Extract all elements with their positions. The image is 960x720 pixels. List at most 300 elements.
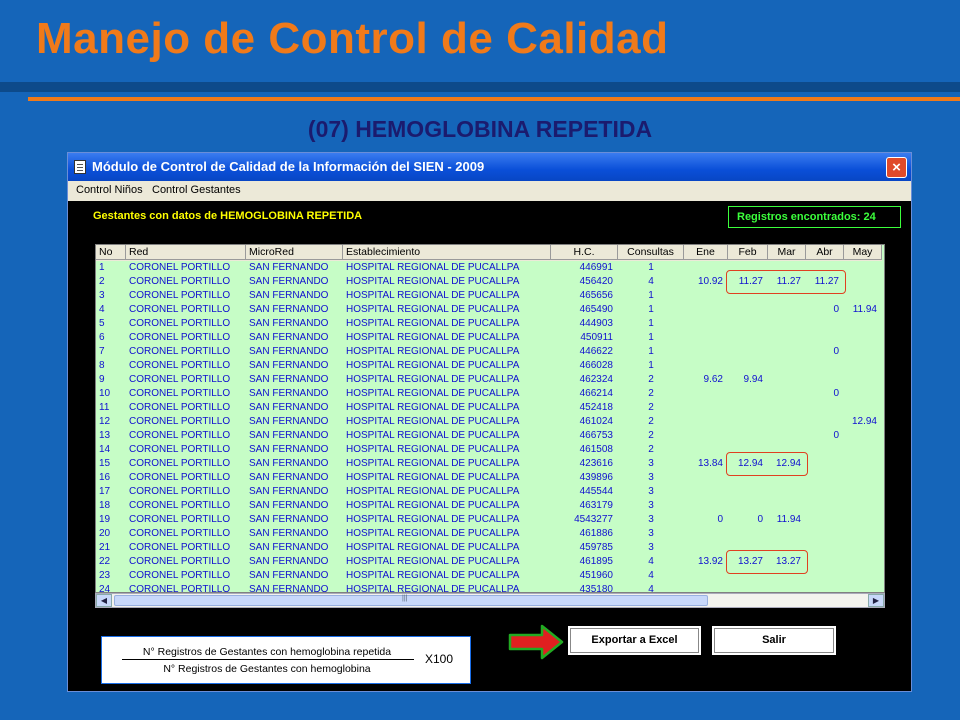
table-cell <box>844 401 882 415</box>
table-cell: 2 <box>648 444 654 455</box>
table-cell <box>806 485 844 499</box>
table-cell: HOSPITAL REGIONAL DE PUCALLPA <box>346 570 520 581</box>
table-cell: CORONEL PORTILLO <box>129 416 231 427</box>
table-cell: 7 <box>99 346 105 357</box>
table-cell: SAN FERNANDO <box>249 486 329 497</box>
table-cell: 1 <box>648 304 654 315</box>
table-row[interactable] <box>96 499 885 513</box>
table-cell: SAN FERNANDO <box>249 542 329 553</box>
table-cell: HOSPITAL REGIONAL DE PUCALLPA <box>346 458 520 469</box>
table-cell <box>768 401 806 415</box>
table-cell <box>728 345 768 359</box>
table-cell: 462324 <box>579 374 613 385</box>
table-cell: 12 <box>99 416 111 427</box>
table-cell <box>684 359 728 373</box>
table-cell: 4 <box>648 584 654 593</box>
table-cell: HOSPITAL REGIONAL DE PUCALLPA <box>346 528 520 539</box>
table-cell: 4543277 <box>574 514 613 525</box>
column-header-0[interactable]: No <box>96 245 126 260</box>
table-cell: HOSPITAL REGIONAL DE PUCALLPA <box>346 486 520 497</box>
table-cell: 459785 <box>579 542 613 553</box>
table-cell: CORONEL PORTILLO <box>129 528 231 539</box>
table-cell: 4 <box>648 276 654 287</box>
repeated-value-highlight <box>726 270 846 294</box>
table-cell <box>728 429 768 443</box>
table-cell: SAN FERNANDO <box>249 402 329 413</box>
table-cell <box>806 499 844 513</box>
table-row[interactable] <box>96 527 885 541</box>
table-cell <box>684 331 728 345</box>
table-cell <box>844 261 882 275</box>
table-cell: CORONEL PORTILLO <box>129 346 231 357</box>
table-cell: 451960 <box>579 570 613 581</box>
table-cell: CORONEL PORTILLO <box>129 486 231 497</box>
table-cell: HOSPITAL REGIONAL DE PUCALLPA <box>346 290 520 301</box>
column-header-3[interactable]: Establecimiento <box>343 245 551 260</box>
table-cell <box>684 415 728 429</box>
table-cell <box>728 583 768 593</box>
table-row[interactable] <box>96 317 885 331</box>
export-excel-button[interactable]: Exportar a Excel <box>566 624 703 657</box>
table-cell <box>728 317 768 331</box>
table-cell: SAN FERNANDO <box>249 388 329 399</box>
table-cell <box>684 303 728 317</box>
grid-caption: Gestantes con datos de HEMOGLOBINA REPETIDA <box>93 210 363 222</box>
table-cell: 19 <box>99 514 111 525</box>
table-cell <box>684 471 728 485</box>
table-cell <box>844 527 882 541</box>
table-cell <box>806 471 844 485</box>
table-cell <box>684 569 728 583</box>
column-header-10[interactable]: May <box>844 245 882 260</box>
table-cell: HOSPITAL REGIONAL DE PUCALLPA <box>346 374 520 385</box>
table-cell: 11.27 <box>776 276 801 287</box>
table-cell: 2 <box>648 430 654 441</box>
table-cell: 0 <box>833 346 839 357</box>
table-cell: SAN FERNANDO <box>249 346 329 357</box>
table-cell: HOSPITAL REGIONAL DE PUCALLPA <box>346 262 520 273</box>
table-cell: 0 <box>833 430 839 441</box>
table-cell: SAN FERNANDO <box>249 514 329 525</box>
table-cell: SAN FERNANDO <box>249 276 329 287</box>
table-cell: 18 <box>99 500 111 511</box>
table-cell <box>684 527 728 541</box>
table-cell: 466753 <box>579 430 613 441</box>
table-cell: 12.94 <box>851 416 877 427</box>
table-cell: 452418 <box>579 402 613 413</box>
table-cell: 423616 <box>579 458 613 469</box>
table-cell: CORONEL PORTILLO <box>129 276 231 287</box>
table-cell: HOSPITAL REGIONAL DE PUCALLPA <box>346 318 520 329</box>
table-cell: SAN FERNANDO <box>249 472 329 483</box>
table-cell <box>844 499 882 513</box>
table-cell <box>844 429 882 443</box>
table-cell: HOSPITAL REGIONAL DE PUCALLPA <box>346 304 520 315</box>
table-cell: 2 <box>648 402 654 413</box>
formula-box <box>101 636 471 684</box>
table-cell: 8 <box>99 360 105 371</box>
table-row[interactable] <box>96 513 885 527</box>
table-cell <box>728 387 768 401</box>
table-cell: 20 <box>99 528 111 539</box>
table-row[interactable] <box>96 415 885 429</box>
table-cell <box>806 415 844 429</box>
table-cell: CORONEL PORTILLO <box>129 514 231 525</box>
column-header-2[interactable]: MicroRed <box>246 245 343 260</box>
table-cell <box>768 317 806 331</box>
table-cell: 9.94 <box>743 374 763 385</box>
table-cell <box>768 345 806 359</box>
table-cell: 6 <box>99 332 105 343</box>
table-cell <box>728 499 768 513</box>
table-cell: 9.62 <box>703 374 723 385</box>
table-cell <box>844 373 882 387</box>
table-row[interactable] <box>96 345 885 359</box>
table-cell <box>728 359 768 373</box>
table-cell: 444903 <box>579 318 613 329</box>
table-cell: 11 <box>99 402 110 413</box>
table-cell <box>806 583 844 593</box>
table-cell: 2 <box>99 276 105 287</box>
table-cell: 461024 <box>579 416 613 427</box>
table-cell: CORONEL PORTILLO <box>129 430 231 441</box>
table-cell: 22 <box>99 556 111 567</box>
table-cell: 12.94 <box>737 458 763 469</box>
table-cell <box>768 527 806 541</box>
column-header-9[interactable]: Abr <box>806 245 844 260</box>
table-cell: 2 <box>648 374 654 385</box>
column-header-1[interactable]: Red <box>126 245 246 260</box>
table-cell: HOSPITAL REGIONAL DE PUCALLPA <box>346 402 520 413</box>
table-cell: HOSPITAL REGIONAL DE PUCALLPA <box>346 500 520 511</box>
table-cell <box>844 289 882 303</box>
table-cell: 446622 <box>579 346 613 357</box>
table-cell: 0 <box>757 514 763 525</box>
table-cell <box>728 485 768 499</box>
table-row[interactable] <box>96 583 885 593</box>
table-cell: 463179 <box>579 500 613 511</box>
window-app-icon[interactable] <box>74 160 86 174</box>
table-cell: HOSPITAL REGIONAL DE PUCALLPA <box>346 416 520 427</box>
table-cell: 461508 <box>579 444 613 455</box>
table-cell <box>768 429 806 443</box>
table-cell <box>844 317 882 331</box>
table-cell: 1 <box>648 346 654 357</box>
table-cell: HOSPITAL REGIONAL DE PUCALLPA <box>346 332 520 343</box>
table-cell: 461886 <box>579 528 613 539</box>
table-cell <box>768 303 806 317</box>
table-cell <box>844 583 882 593</box>
repeated-value-highlight <box>726 452 808 476</box>
table-cell: HOSPITAL REGIONAL DE PUCALLPA <box>346 584 520 593</box>
table-cell: CORONEL PORTILLO <box>129 290 231 301</box>
table-cell <box>768 373 806 387</box>
table-cell: SAN FERNANDO <box>249 570 329 581</box>
menu-control-ninos[interactable]: Control Niños <box>76 184 143 196</box>
table-cell: 11.27 <box>814 276 839 287</box>
table-cell: 13.27 <box>737 556 763 567</box>
table-cell <box>684 541 728 555</box>
table-cell: 461895 <box>579 556 613 567</box>
table-cell <box>768 387 806 401</box>
table-cell: CORONEL PORTILLO <box>129 332 231 343</box>
table-cell: SAN FERNANDO <box>249 458 329 469</box>
table-cell <box>806 443 844 457</box>
table-cell <box>806 331 844 345</box>
table-cell <box>844 485 882 499</box>
table-cell: 466214 <box>579 388 613 399</box>
table-cell: CORONEL PORTILLO <box>129 318 231 329</box>
table-cell: 24 <box>99 584 111 593</box>
formula-numerator: N° Registros de Gestantes con hemoglobina repetida <box>142 646 392 658</box>
window-title: Módulo de Control de Calidad de la Información del SIEN - 2009 <box>92 159 485 174</box>
table-cell: CORONEL PORTILLO <box>129 444 231 455</box>
table-cell: 466028 <box>579 360 613 371</box>
table-cell: SAN FERNANDO <box>249 318 329 329</box>
table-cell: 3 <box>648 500 654 511</box>
table-cell: 3 <box>648 458 654 469</box>
exit-button[interactable]: Salir <box>710 624 838 657</box>
arrow-right-icon <box>508 624 564 660</box>
table-cell <box>684 387 728 401</box>
table-cell: 435180 <box>579 584 613 593</box>
table-cell: 13.84 <box>697 458 723 469</box>
table-cell: 10.92 <box>697 276 723 287</box>
table-cell: SAN FERNANDO <box>249 360 329 371</box>
table-cell <box>844 541 882 555</box>
table-cell: CORONEL PORTILLO <box>129 304 231 315</box>
horizontal-scrollbar[interactable] <box>95 593 885 608</box>
table-cell <box>844 359 882 373</box>
table-row[interactable] <box>96 429 885 443</box>
table-cell <box>768 499 806 513</box>
table-cell <box>844 443 882 457</box>
table-row[interactable] <box>96 485 885 499</box>
table-cell <box>844 555 882 569</box>
table-cell: CORONEL PORTILLO <box>129 374 231 385</box>
table-cell: HOSPITAL REGIONAL DE PUCALLPA <box>346 346 520 357</box>
table-cell <box>844 513 882 527</box>
table-cell: 17 <box>99 486 111 497</box>
table-cell: 0 <box>833 304 839 315</box>
table-cell <box>684 499 728 513</box>
table-cell <box>684 583 728 593</box>
formula-denominator: N° Registros de Gestantes con hemoglobina <box>163 663 371 675</box>
grid-body <box>96 261 885 593</box>
table-cell: 5 <box>99 318 105 329</box>
table-cell <box>806 359 844 373</box>
table-cell <box>684 317 728 331</box>
table-row[interactable] <box>96 401 885 415</box>
table-cell: HOSPITAL REGIONAL DE PUCALLPA <box>346 276 520 287</box>
slide-subtitle: (07) HEMOGLOBINA REPETIDA <box>307 116 653 142</box>
repeated-value-highlight <box>726 550 808 574</box>
table-cell: 0 <box>833 388 839 399</box>
table-cell: 15 <box>99 458 111 469</box>
scroll-left-icon[interactable]: ◀ <box>96 594 112 607</box>
table-cell <box>684 401 728 415</box>
table-cell: SAN FERNANDO <box>249 500 329 511</box>
table-row[interactable] <box>96 331 885 345</box>
table-cell: 13.92 <box>697 556 723 567</box>
records-count-box: Registros encontrados: 24 <box>728 206 901 228</box>
table-cell <box>844 331 882 345</box>
table-row[interactable] <box>96 303 885 317</box>
formula-multiplier: X100 <box>425 652 454 666</box>
table-cell: 465656 <box>579 290 613 301</box>
table-cell <box>728 331 768 345</box>
table-cell: SAN FERNANDO <box>249 556 329 567</box>
table-cell: 2 <box>648 388 654 399</box>
column-header-5[interactable]: Consultas <box>618 245 684 260</box>
table-row[interactable] <box>96 373 885 387</box>
table-cell: 465490 <box>579 304 613 315</box>
table-cell: 4 <box>648 570 654 581</box>
scroll-thumb-grip: ||| <box>402 595 408 602</box>
table-cell <box>768 583 806 593</box>
close-icon[interactable]: × <box>886 157 907 178</box>
table-cell: CORONEL PORTILLO <box>129 388 231 399</box>
table-cell: 3 <box>648 486 654 497</box>
table-cell: SAN FERNANDO <box>249 290 329 301</box>
grid-header-row <box>96 245 882 261</box>
window-titlebar[interactable] <box>68 153 911 181</box>
app-window <box>67 152 912 692</box>
table-cell <box>806 569 844 583</box>
table-cell: SAN FERNANDO <box>249 584 329 593</box>
table-cell: 2 <box>648 416 654 427</box>
table-cell: 1 <box>99 262 105 273</box>
table-cell: 3 <box>648 528 654 539</box>
table-cell: 4 <box>99 304 105 315</box>
table-cell: SAN FERNANDO <box>249 304 329 315</box>
table-cell <box>684 443 728 457</box>
table-cell: SAN FERNANDO <box>249 262 329 273</box>
table-cell: CORONEL PORTILLO <box>129 556 231 567</box>
table-cell: 21 <box>99 542 111 553</box>
slide-title: Manejo de Control de Calidad <box>36 14 669 63</box>
column-header-4[interactable]: H.C. <box>551 245 618 260</box>
table-cell: 12.94 <box>775 458 801 469</box>
table-cell: 4 <box>648 556 654 567</box>
table-cell: 456420 <box>579 276 613 287</box>
scroll-thumb[interactable] <box>114 595 708 606</box>
table-cell <box>844 471 882 485</box>
table-row[interactable] <box>96 387 885 401</box>
table-cell: 1 <box>648 262 654 273</box>
table-cell: SAN FERNANDO <box>249 332 329 343</box>
table-cell: HOSPITAL REGIONAL DE PUCALLPA <box>346 542 520 553</box>
table-cell: CORONEL PORTILLO <box>129 458 231 469</box>
table-cell: CORONEL PORTILLO <box>129 402 231 413</box>
table-cell <box>806 527 844 541</box>
table-cell: 23 <box>99 570 111 581</box>
table-cell: 11.94 <box>852 304 877 315</box>
table-cell <box>844 457 882 471</box>
table-cell: HOSPITAL REGIONAL DE PUCALLPA <box>346 360 520 371</box>
table-cell <box>768 415 806 429</box>
table-cell: 1 <box>648 318 654 329</box>
table-cell: CORONEL PORTILLO <box>129 542 231 553</box>
table-cell <box>806 401 844 415</box>
table-cell <box>728 401 768 415</box>
table-cell: CORONEL PORTILLO <box>129 472 231 483</box>
table-cell <box>844 345 882 359</box>
table-cell: 0 <box>717 514 723 525</box>
table-cell <box>684 261 728 275</box>
column-header-8[interactable]: Mar <box>768 245 806 260</box>
table-cell <box>728 527 768 541</box>
table-cell: 13 <box>99 430 111 441</box>
table-cell: SAN FERNANDO <box>249 444 329 455</box>
table-cell: 14 <box>99 444 111 455</box>
table-cell: 439896 <box>579 472 613 483</box>
table-cell: 450911 <box>580 332 613 343</box>
table-cell: SAN FERNANDO <box>249 430 329 441</box>
table-cell <box>806 541 844 555</box>
table-cell <box>728 415 768 429</box>
column-header-7[interactable]: Feb <box>728 245 768 260</box>
title-divider-dark <box>0 82 960 92</box>
title-divider-orange <box>28 97 960 101</box>
table-cell: 3 <box>648 514 654 525</box>
table-cell <box>684 429 728 443</box>
table-cell: CORONEL PORTILLO <box>129 500 231 511</box>
table-cell: CORONEL PORTILLO <box>129 570 231 581</box>
table-cell: 11.27 <box>738 276 763 287</box>
table-cell <box>806 513 844 527</box>
table-cell <box>684 485 728 499</box>
table-cell: CORONEL PORTILLO <box>129 262 231 273</box>
table-cell <box>806 555 844 569</box>
table-cell: HOSPITAL REGIONAL DE PUCALLPA <box>346 472 520 483</box>
table-cell: HOSPITAL REGIONAL DE PUCALLPA <box>346 556 520 567</box>
table-cell: SAN FERNANDO <box>249 374 329 385</box>
table-cell: 445544 <box>579 486 613 497</box>
table-cell <box>768 485 806 499</box>
table-cell: 11.94 <box>776 514 801 525</box>
table-cell <box>844 387 882 401</box>
table-cell: CORONEL PORTILLO <box>129 360 231 371</box>
menu-control-gestantes[interactable]: Control Gestantes <box>152 184 241 196</box>
table-cell: 3 <box>99 290 105 301</box>
table-cell: SAN FERNANDO <box>249 528 329 539</box>
table-cell: 9 <box>99 374 105 385</box>
table-cell: 13.27 <box>775 556 801 567</box>
table-cell <box>806 317 844 331</box>
table-cell <box>684 345 728 359</box>
column-header-6[interactable]: Ene <box>684 245 728 260</box>
table-cell: HOSPITAL REGIONAL DE PUCALLPA <box>346 444 520 455</box>
table-cell <box>768 331 806 345</box>
table-cell: 1 <box>648 360 654 371</box>
table-row[interactable] <box>96 359 885 373</box>
table-cell: 16 <box>99 472 111 483</box>
scroll-right-icon[interactable]: ▶ <box>868 594 884 607</box>
table-cell <box>844 275 882 289</box>
table-cell <box>728 303 768 317</box>
table-cell: 1 <box>648 290 654 301</box>
results-grid[interactable] <box>95 244 885 593</box>
table-cell <box>768 359 806 373</box>
table-cell: CORONEL PORTILLO <box>129 584 231 593</box>
table-cell: HOSPITAL REGIONAL DE PUCALLPA <box>346 514 520 525</box>
table-cell <box>806 457 844 471</box>
table-cell <box>684 289 728 303</box>
formula-fraction-line <box>122 659 414 660</box>
table-cell: HOSPITAL REGIONAL DE PUCALLPA <box>346 388 520 399</box>
menu-bar <box>68 181 911 201</box>
